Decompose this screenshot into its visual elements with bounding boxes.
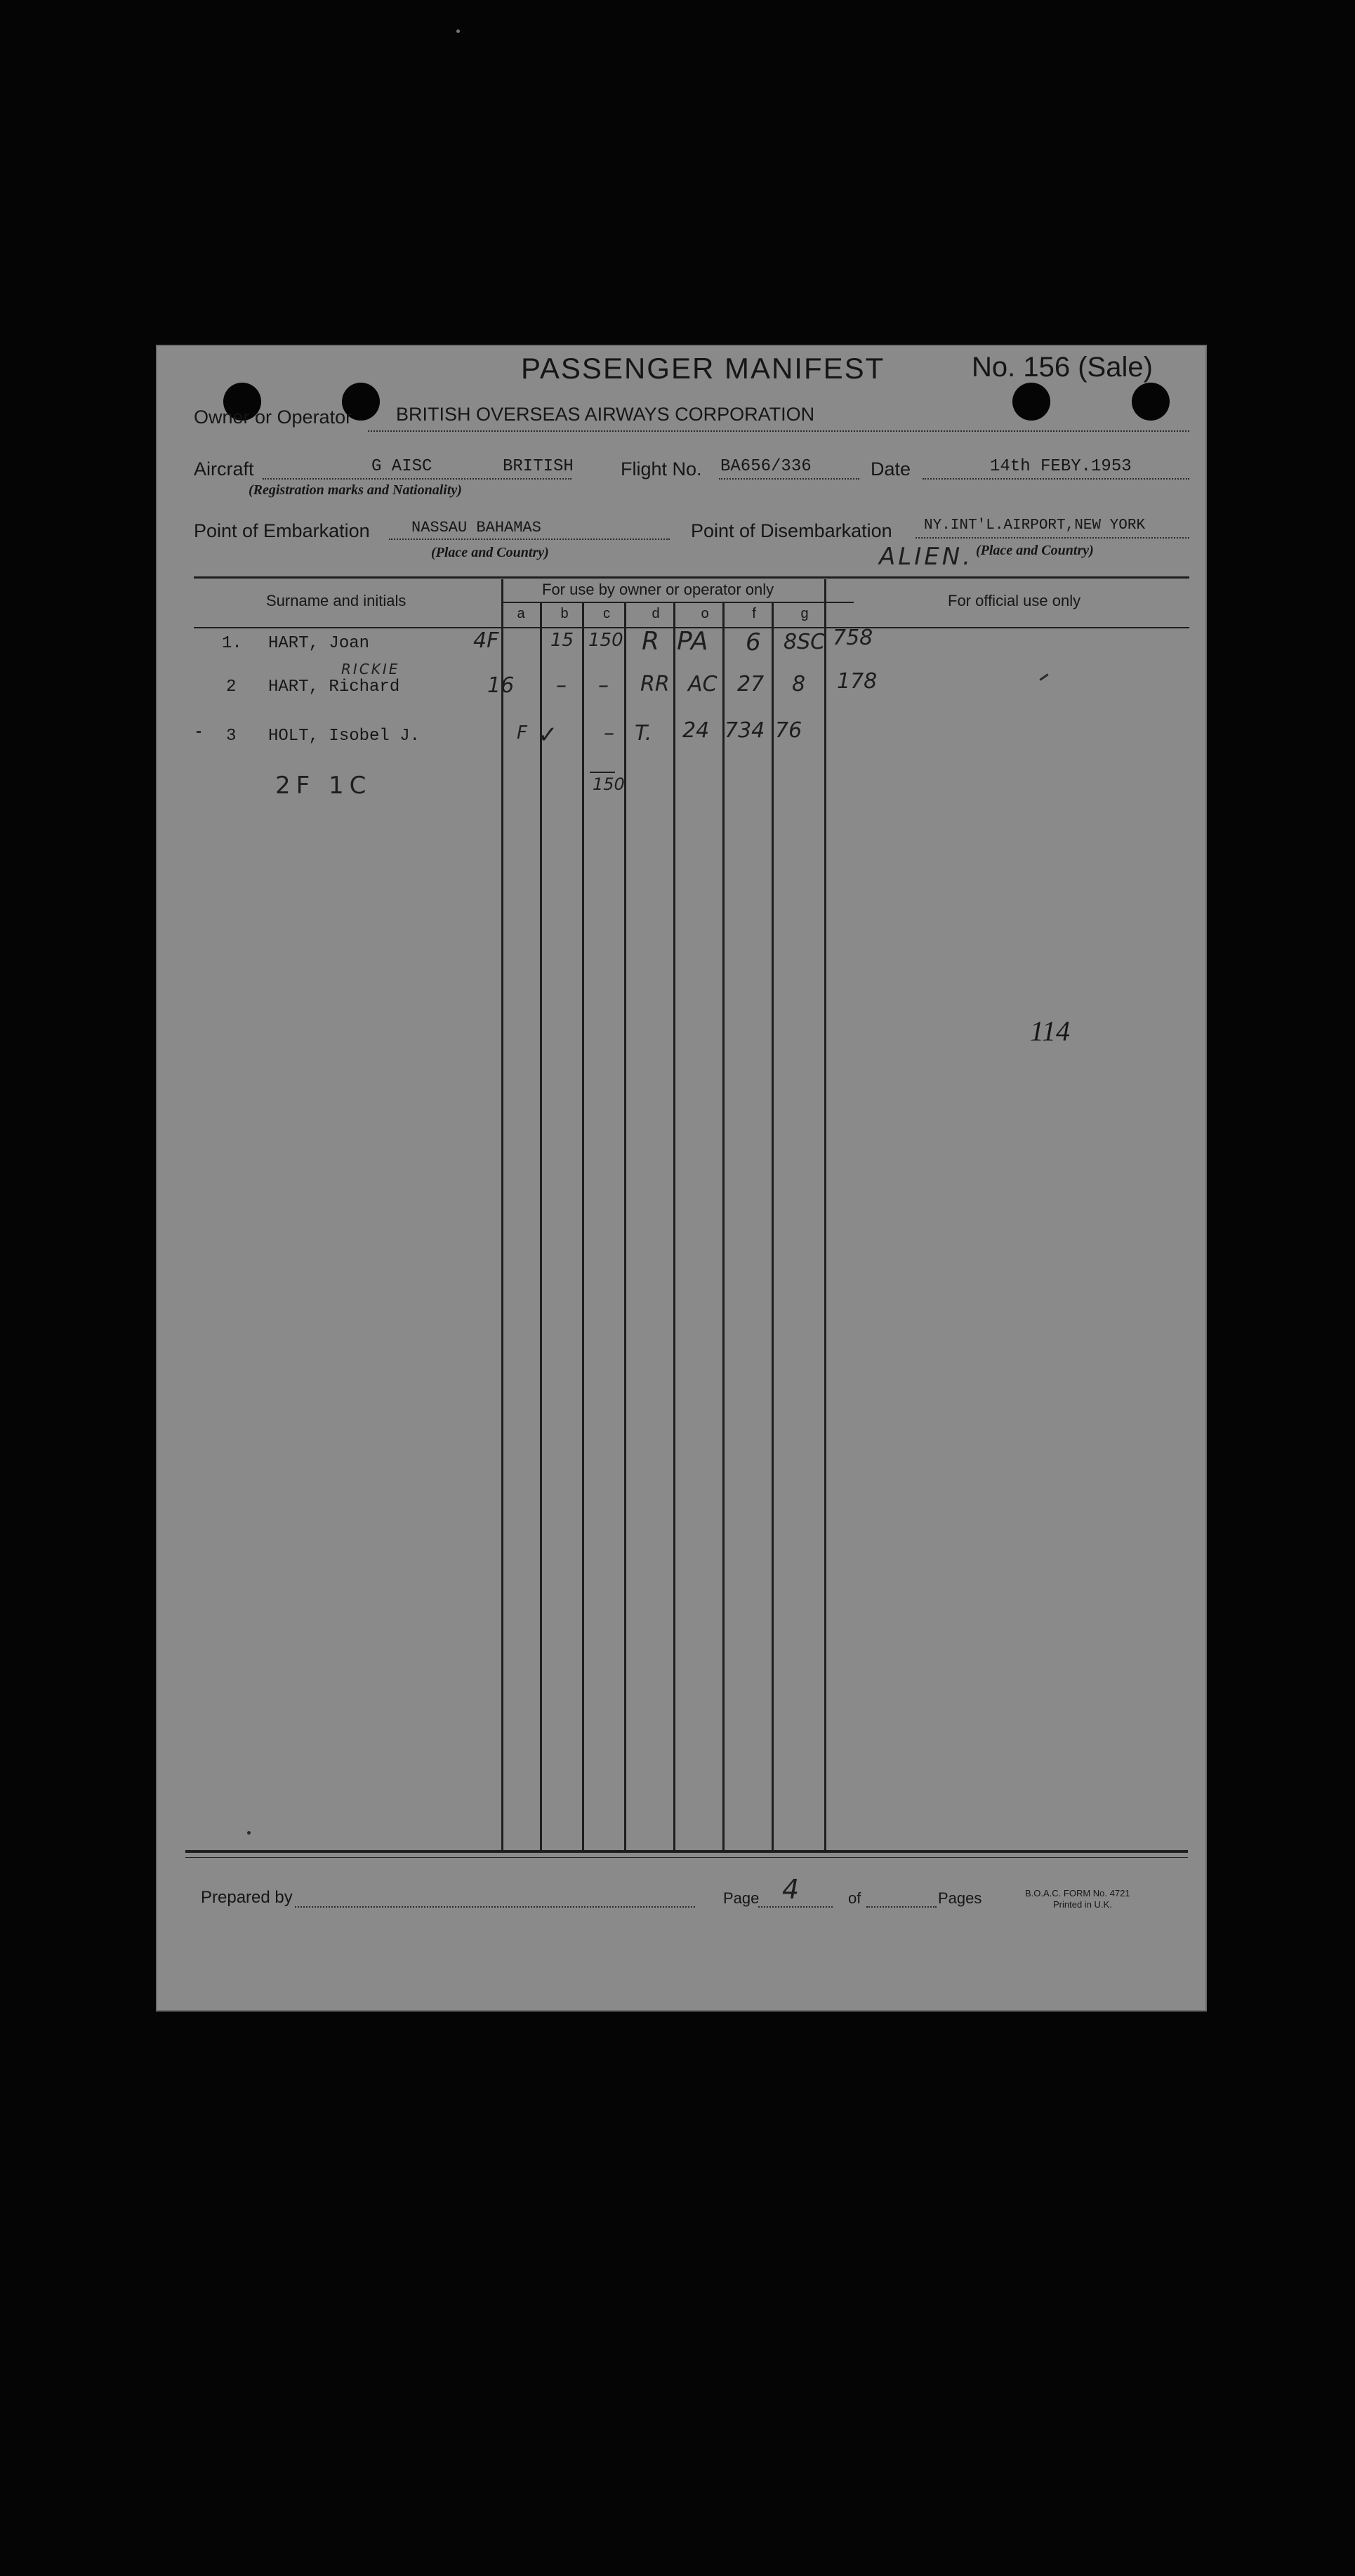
flight-line	[719, 478, 859, 480]
name-annotation: RICKIE	[341, 661, 400, 678]
aircraft-registration: G AISC	[371, 457, 432, 476]
cell-o: PA	[677, 627, 708, 656]
manifest-number: No. 156 (Sale)	[972, 352, 1153, 383]
page-value: 4	[782, 1874, 800, 1905]
column-header-c: c	[603, 606, 610, 621]
cell-c: –	[604, 721, 614, 746]
row-number: 1.	[222, 634, 242, 653]
of-line	[866, 1906, 937, 1908]
footer-rule-thin	[185, 1857, 1188, 1858]
name-header: Surname and initials	[266, 592, 407, 609]
cell-g: 8	[792, 672, 806, 696]
cell-g: 8SC	[784, 630, 826, 654]
summary-rule	[590, 772, 615, 773]
column-header-b: b	[560, 606, 569, 621]
cell-b: –	[556, 673, 567, 698]
official-header: For official use only	[948, 592, 1081, 609]
manifest-title: PASSENGER MANIFEST	[521, 352, 885, 385]
cell-a: 4F	[473, 628, 499, 653]
column-rule	[722, 603, 725, 1850]
manifest-sheet	[157, 346, 1205, 2010]
stray-mark	[247, 1831, 251, 1835]
owner-value: BRITISH OVERSEAS AIRWAYS CORPORATION	[396, 404, 815, 425]
row-number: 3	[226, 727, 237, 746]
table-top-rule	[194, 576, 1189, 579]
disembarkation-label: Point of Disembarkation	[691, 520, 892, 541]
disembarkation-line	[916, 537, 1189, 539]
cell-o: 24	[682, 718, 710, 743]
date-line	[923, 478, 1189, 480]
cell-a: F	[517, 722, 527, 744]
disembarkation-value: NY.INT'L.AIRPORT,NEW YORK	[924, 517, 1146, 534]
page-line	[758, 1906, 833, 1908]
aircraft-nationality: BRITISH	[503, 457, 574, 476]
date-value: 14th FEBY.1953	[990, 457, 1132, 476]
cell-b: 15	[550, 630, 574, 651]
flight-value: BA656/336	[720, 457, 812, 476]
embarkation-label: Point of Embarkation	[194, 520, 370, 541]
owner-header-rule	[503, 602, 854, 603]
owner-use-header: For use by owner or operator only	[542, 581, 774, 598]
alien-handwritten: ALIEN.	[879, 543, 973, 571]
background-speck	[456, 29, 460, 33]
disembarkation-note: (Place and Country)	[976, 543, 1094, 558]
cell-d: RR	[640, 672, 670, 696]
stray-mark	[1039, 673, 1048, 680]
official-entry: 178	[837, 669, 878, 694]
column-rule	[772, 603, 774, 1850]
cell-f: 734	[725, 718, 765, 743]
column-header-o: o	[701, 606, 709, 621]
cell-a: 16	[487, 673, 515, 698]
owner-line	[368, 430, 1189, 432]
cell-d: R	[642, 627, 660, 656]
footer-rule	[185, 1850, 1188, 1853]
cell-c: –	[598, 673, 609, 698]
embarkation-note: (Place and Country)	[431, 545, 549, 560]
embarkation-value: NASSAU BAHAMAS	[411, 519, 541, 536]
embarkation-line	[389, 539, 670, 540]
passenger-name: HOLT, Isobel J.	[268, 727, 421, 746]
column-rule	[582, 603, 584, 1850]
prepared-by-line	[295, 1906, 695, 1908]
passenger-name: HART, Richard	[268, 678, 400, 696]
form-number: B.O.A.C. FORM No. 4721	[1025, 1888, 1130, 1898]
column-header-f: f	[752, 606, 756, 621]
page-label: Page	[723, 1889, 760, 1907]
of-label: of	[848, 1889, 861, 1907]
punch-hole	[1132, 383, 1170, 421]
column-rule	[501, 579, 503, 1850]
cell-d: T.	[635, 721, 652, 746]
cell-f: 27	[737, 672, 765, 696]
cell-b: ✓	[538, 721, 558, 749]
pages-label: Pages	[938, 1889, 982, 1907]
printed-in: Printed in U.K.	[1053, 1899, 1112, 1910]
cell-c: 150	[588, 630, 623, 651]
prepared-by-label: Prepared by	[201, 1888, 293, 1907]
official-entry: 758	[833, 626, 873, 650]
stray-mark	[197, 731, 201, 733]
cell-f: 6	[746, 628, 761, 656]
column-rule	[824, 579, 826, 1850]
aircraft-line	[263, 478, 571, 480]
punch-hole	[1012, 383, 1050, 421]
date-label: Date	[871, 458, 911, 480]
column-header-g: g	[800, 606, 809, 621]
passenger-summary: 2F 1C	[275, 772, 372, 800]
summary-c-value: 150	[593, 774, 625, 794]
owner-label: Owner or Operator	[194, 407, 352, 428]
column-rule	[540, 603, 542, 1850]
row-number: 2	[226, 678, 237, 696]
aircraft-label: Aircraft	[194, 458, 254, 480]
column-rule	[673, 603, 675, 1850]
column-header-d: d	[652, 606, 660, 621]
passenger-name: HART, Joan	[268, 634, 370, 653]
cell-o: AC	[688, 672, 718, 696]
side-number: 114	[1030, 1015, 1071, 1047]
flight-label: Flight No.	[621, 458, 702, 480]
aircraft-note: (Registration marks and Nationality)	[249, 482, 462, 498]
column-header-a: a	[517, 606, 525, 621]
cell-g: 76	[775, 718, 802, 743]
